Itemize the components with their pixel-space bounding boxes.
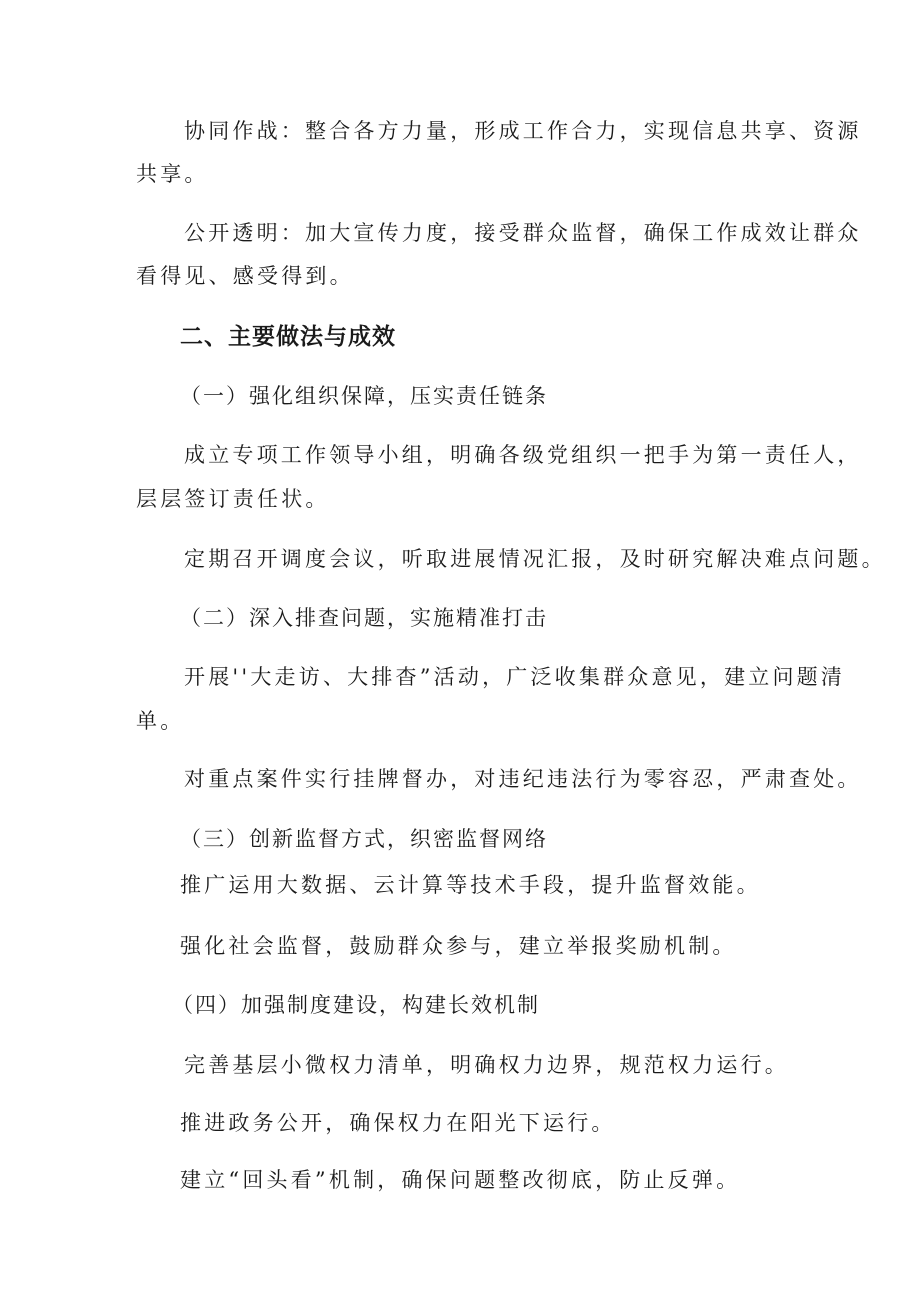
paragraph-meetings: 定期召开调度会议，听取进展情况汇报，及时研究解决难点问题。 bbox=[184, 547, 886, 571]
paragraph-survey-line1: 开展''大走访、大排杳”活动，广泛收集群众意见，建立问题清 bbox=[184, 665, 846, 689]
paragraph-leadership-line2: 层层签订责任状。 bbox=[136, 487, 330, 511]
paragraph-collaboration-line2: 共享。 bbox=[136, 162, 209, 186]
paragraph-power-list: 完善基层小微权力清单，明确权力边界，规范权力运行。 bbox=[184, 1053, 789, 1077]
paragraph-review-mechanism: 建立“回头看”机制，确保问题整改彻底，防止反弹。 bbox=[180, 1168, 741, 1192]
subheading-4: （四）加强制度建设，构建长效机制 bbox=[172, 993, 540, 1017]
paragraph-social-supervision: 强化社会监督，鼓励群众参与，建立举报奖励机制。 bbox=[180, 934, 737, 958]
paragraph-transparency-line2: 看得见、感受得到。 bbox=[136, 264, 354, 288]
subheading-1: （一）强化组织保障，压实责任链条 bbox=[180, 384, 548, 408]
paragraph-survey-line2: 单。 bbox=[136, 709, 185, 733]
paragraph-government-affairs: 推进政务公开，确保权力在阳光下运行。 bbox=[180, 1111, 616, 1135]
section-heading: 二、主要做法与成效 bbox=[180, 324, 396, 350]
paragraph-transparency-line1: 公开透明：加大宣传力度，接受群众监督，确保工作成效让群众 bbox=[184, 221, 862, 245]
paragraph-big-data: 推广运用大数据、云计算等技术手段，提升监督效能。 bbox=[180, 873, 761, 897]
subheading-2: （二）深入排查问题，实施精准打击 bbox=[180, 606, 548, 630]
paragraph-collaboration-line1: 协同作战：整合各方力量，形成工作合力，实现信息共享、资源 bbox=[184, 119, 862, 143]
paragraph-key-cases: 对重点案件实行挂牌督办，对违纪违法行为零容忍，严肃查处。 bbox=[184, 767, 862, 791]
paragraph-leadership-line1: 成立专项工作领导小组，明确各级党组织一把手为第一责任人， bbox=[184, 443, 862, 467]
subheading-3: （三）创新监督方式，织密监督网络 bbox=[180, 827, 548, 851]
